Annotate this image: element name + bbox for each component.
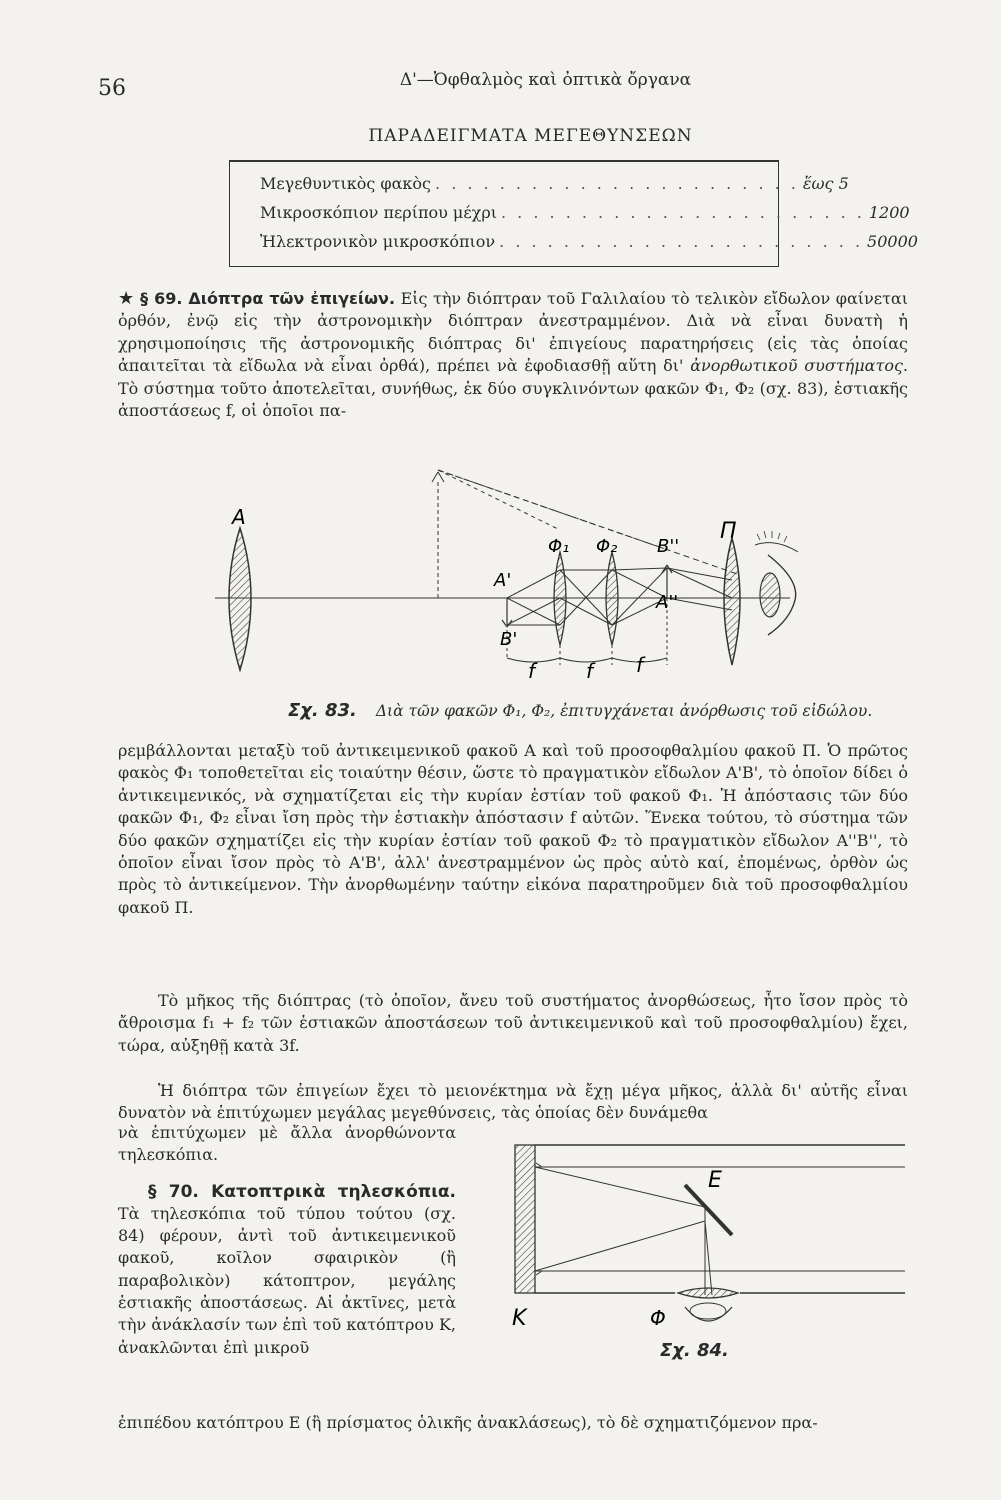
section-69-italic: ἀνορθωτικοῦ συστήματος <box>690 356 903 376</box>
caption-number: Σχ. 83. <box>288 700 357 721</box>
row-value: 1200 <box>868 203 910 222</box>
section-69-heading: § 69. Διόπτρα τῶν ἐπιγείων. <box>140 289 396 308</box>
label-e: E <box>708 1168 722 1193</box>
label-f: f <box>636 653 644 677</box>
eye-icon <box>685 1303 732 1321</box>
label-k: K <box>512 1306 527 1331</box>
label-b-double: B'' <box>657 536 680 557</box>
eyepiece-phi <box>678 1288 738 1298</box>
objective-lens-a <box>229 528 251 670</box>
table-row <box>260 174 849 193</box>
row-value: ἕως 5 <box>802 174 849 193</box>
label-phi1: Φ₁ <box>548 536 570 557</box>
page-number: 56 <box>98 76 126 101</box>
table-row <box>260 203 910 222</box>
concave-mirror-k <box>515 1145 535 1293</box>
label-a-prime: A' <box>494 570 512 591</box>
body-text: Ἡ διόπτρα τῶν ἐπιγείων ἔχει τὸ μειονέκτημα νὰ ἔχῃ μέγα μῆκος, ἀλλὰ δι' αὐτῆς εἶναι δυνατὸν νὰ ἐπιτύχωμεν μεγάλας μεγεθύνσεις, τὰς ὁποίας δὲν δυνάμεθα <box>118 1081 908 1123</box>
eye-icon <box>755 531 798 635</box>
section-69-text-1: Εἰς τὴν διόπτραν τοῦ Γαλιλαίου τὸ τελικὸν εἴδωλον φαίνεται ὀρθόν, ἐνῷ εἰς τὴν ἀστρονομικὴν διόπτραν ἀνεστραμμένον. Διὰ νὰ εἶναι δυνατὴ ἡ χρησιμοποίησις τῆς ἀστρονομικῆς διόπτρας δι' ἐπιγείους παρατηρήσεις (εἰς τὰς ὁποίας ἀπαιτεῖται τὰ εἴδωλα νὰ εἶναι ὀρθά), πρέπει νὰ ἐφοδιασθῇ αὕτη δι' <box>118 289 909 376</box>
row-label: Μεγεθυντικὸς φακὸς <box>260 174 432 193</box>
body-paragraph-3 <box>118 1080 908 1125</box>
caption-text: Διὰ τῶν φακῶν Φ₁, Φ₂, ἐπιτυγχάνεται ἀνόρθωσις τοῦ εἰδώλου. <box>375 702 873 720</box>
section-69-text-2: . Τὸ σύστημα τοῦτο ἀποτελεῖται, συνήθως, ἐκ δύο συγκλινόντων φακῶν Φ₁, Φ₂ (σχ. 83), ἑστιακῆς ἀποστάσεως f, οἱ ὁποῖοι πα- <box>118 356 909 421</box>
row-label: Ἠλεκτρονικὸν μικροσκόπιον <box>260 232 496 251</box>
dot-leader: . . . . . . . . . . . . . . . . . . . . . . . <box>499 232 864 251</box>
eyepiece-lens-pi <box>724 538 740 665</box>
relay-lens-phi2 <box>606 552 618 645</box>
body-paragraph-2 <box>118 990 908 1057</box>
magnification-table <box>229 160 918 267</box>
label-a: A <box>232 505 246 529</box>
dot-leader: . . . . . . . . . . . . . . . . . . . . . . . <box>501 203 865 222</box>
left-column <box>118 1122 456 1359</box>
star-icon: ★ <box>118 288 135 309</box>
section-70-paragraph <box>118 1181 456 1359</box>
label-phi2: Φ₂ <box>596 536 618 557</box>
row-label: Μικροσκόπιον περίπου μέχρι <box>260 203 497 222</box>
last-line <box>118 1412 908 1434</box>
row-value: 50000 <box>867 232 918 251</box>
body-text: Τὸ μῆκος τῆς διόπτρας (τὸ ὁποῖον, ἄνευ τοῦ συστήματος ἀνορθώσεως, ἦτο ἴσον πρὸς τὸ ἄθροισμα f₁ + f₂ τῶν ἑστιακῶν ἀποστάσεων τοῦ ἀντικειμενικοῦ καὶ τοῦ προσοφθαλμίου) ἔχει, τώρα, αὐξηθῇ κατὰ 3f. <box>118 991 908 1055</box>
section-70-heading: § 70. Κατοπτρικὰ τηλεσκόπια. <box>148 1181 456 1202</box>
table-title: ΠΑΡΑΔΕΙΓΜΑΤΑ ΜΕΓΕΘΥΝΣΕΩΝ <box>368 126 693 146</box>
body-text: νὰ ἐπιτύχωμεν μὲ ἄλλα ἀνορθώνοντα τηλεσκόπια. <box>118 1123 456 1165</box>
body-text: ρεμβάλλονται μεταξὺ τοῦ ἀντικειμενικοῦ φακοῦ Α καὶ τοῦ προσοφθαλμίου φακοῦ Π. Ὁ πρῶτος φακὸς Φ₁ τοποθετεῖται εἰς τοιαύτην θέσιν, ὥστε τὸ πραγματικὸν εἴδωλον Α'Β', τὸ ὁποῖον δίδει ὁ ἀντικειμενικός, νὰ σχηματίζεται εἰς τὴν κυρίαν ἑστίαν τοῦ φακοῦ Φ₁. Ἡ ἀπόστασις τῶν δύο φακῶν Φ₁, Φ₂ εἶναι ἴση πρὸς τὴν ἑστιακὴν ἀπόστασιν f αὐτῶν. Ἕνεκα τούτου, τὸ σύστημα τῶν δύο φακῶν σχηματίζει εἰς τὴν κυρίαν ἑστίαν τοῦ φακοῦ Φ₂ τὸ πραγματικὸν εἴδωλον Α''Β'', τὸ ὁποῖον εἶναι ἴσον πρὸς τὸ Α'Β', ἀλλ' ἀνεστραμμένον ὡς πρὸς αὐτὸ καί, ἐπομένως, ὀρθὸν ὡς πρὸς τὸ ἀντικείμενον. Τὴν ἀνορθωμένην ταύτην εἰκόνα παρατηροῦμεν διὰ τοῦ προσοφθαλμίου φακοῦ Π. <box>118 741 908 917</box>
figure-84-caption: Σχ. 84. <box>660 1340 729 1361</box>
figure-84 <box>500 1135 920 1335</box>
table-row <box>260 232 918 251</box>
label-f: f <box>528 659 536 683</box>
body-paragraph-1 <box>118 740 908 919</box>
figure-83 <box>0 460 1001 700</box>
label-b-prime: B' <box>500 629 518 650</box>
running-head: Δ'—Ὀφθαλμὸς καὶ ὀπτικὰ ὄργανα <box>399 70 692 90</box>
body-text: ἐπιπέδου κατόπτρου Ε (ἢ πρίσματος ὁλικῆς ἀνακλάσεως), τὸ δὲ σχηματιζόμενον πρα- <box>118 1413 818 1432</box>
label-pi: Π <box>720 519 737 544</box>
label-f: f <box>586 659 594 683</box>
dot-leader: . . . . . . . . . . . . . . . . . . . . . . . <box>435 174 799 193</box>
label-phi: Φ <box>650 1306 666 1330</box>
label-a-double: A'' <box>656 592 679 613</box>
section-69-paragraph <box>118 288 908 422</box>
section-70-text: Τὰ τηλεσκόπια τοῦ τύπου τούτου (σχ. 84) φέρουν, ἀντὶ τοῦ ἀντικειμενικοῦ φακοῦ, κοῖλον σφαιρικὸν (ἢ παραβολικὸν) κάτοπτρον, μεγάλης ἑστιακῆς ἀποστάσεως. Αἱ ἀκτῖνες, μετὰ τὴν ἀνάκλασίν των ἐπὶ τοῦ κατόπτρου Κ, ἀνακλῶνται ἐπὶ μικροῦ <box>118 1203 456 1357</box>
figure-83-caption <box>288 700 872 721</box>
